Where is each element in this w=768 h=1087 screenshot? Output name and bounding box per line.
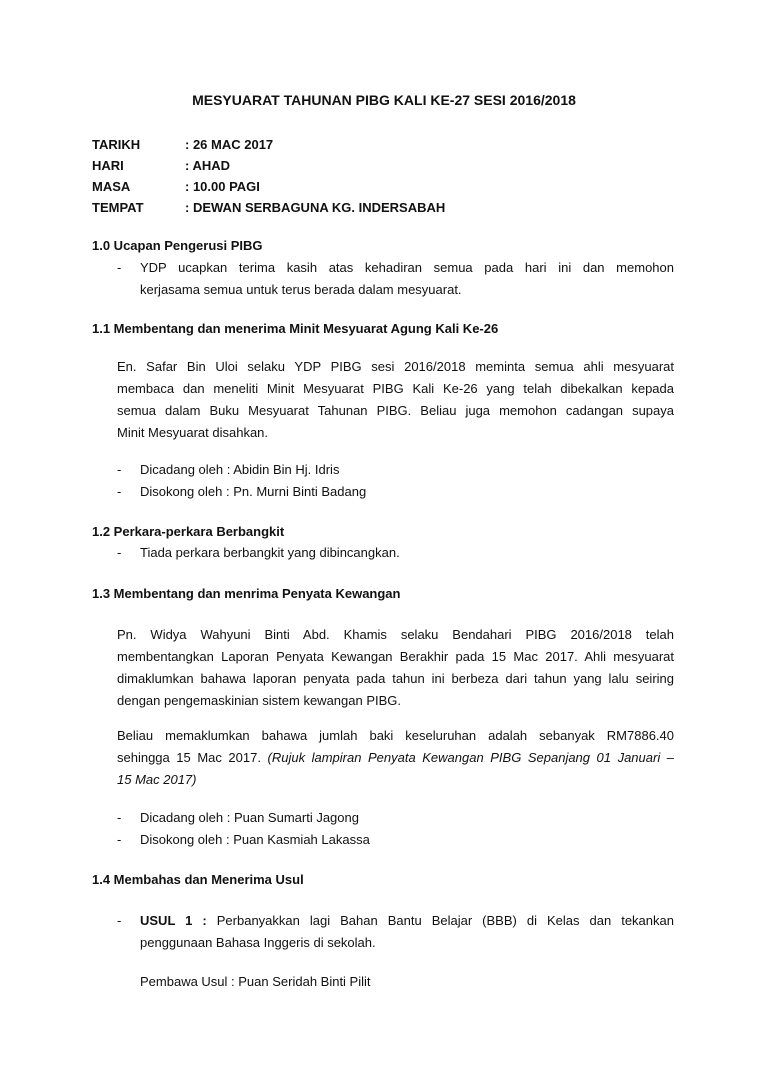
pembawa-usul: Pembawa Usul : Puan Seridah Binti Pilit [140,974,371,989]
section-heading-1-0: 1.0 Ucapan Pengerusi PIBG [92,238,263,253]
bullet-dash: - [117,462,122,477]
paragraph-line: Minit Mesyuarat disahkan. [117,425,269,440]
meta-value-tarikh: : 26 MAC 2017 [185,137,274,152]
meta-value-hari: : AHAD [185,158,231,173]
paragraph-line: En. Safar Bin Uloi selaku YDP PIBG sesi 2016/2018 meminta semua ahli mesyuarat [117,359,674,374]
section-heading-1-3: 1.3 Membentang dan menrima Penyata Kewangan [92,586,401,601]
paragraph-line: dimaklumkan bahawa laporan penyata pada tahun ini berbeza dari tahun yang lalu seiring [117,671,674,686]
section-heading-1-1: 1.1 Membentang dan menerima Minit Mesyuarat Agung Kali Ke-26 [92,321,499,336]
bullet-dash: - [117,545,122,560]
paragraph-line: membentangkan Laporan Penyata Kewangan Berakhir pada 15 Mac 2017. Ahli mesyuarat [117,649,674,664]
meta-value-tempat: : DEWAN SERBAGUNA KG. INDERSABAH [185,200,446,215]
usul-text: Perbanyakkan lagi Bahan Bantu Belajar (BBB) di Kelas dan tekankan [216,913,674,928]
bullet-dash: - [117,832,122,847]
rujuk-lampiran-note: (Rujuk lampiran Penyata Kewangan PIBG Sepanjang 01 Januari – [267,750,674,765]
section-text: YDP ucapkan terima kasih atas kehadiran semua pada hari ini dan memohon [140,260,674,275]
paragraph-line: dengan pengemaskinian sistem kewangan PIBG. [117,693,402,708]
paragraph-fragment: sehingga 15 Mac 2017. [117,750,261,765]
bullet-dash: - [117,913,122,928]
dicadang-oleh: Dicadang oleh : Puan Sumarti Jagong [140,810,359,825]
paragraph-line: semua dalam Buku Mesyuarat Tahunan PIBG. Beliau juga memohon cadangan supaya [117,403,674,418]
paragraph-line: Pn. Widya Wahyuni Binti Abd. Khamis selaku Bendahari PIBG 2016/2018 telah [117,627,674,642]
paragraph-line: Beliau memaklumkan bahawa jumlah baki keseluruhan adalah sebanyak RM7886.40 [117,728,674,743]
usul-line [140,910,674,932]
bullet-dash: - [117,810,122,825]
dicadang-oleh: Dicadang oleh : Abidin Bin Hj. Idris [140,462,340,477]
bullet-text: Tiada perkara berbangkit yang dibincangkan. [140,545,400,560]
meta-label-tempat: TEMPAT [92,200,144,215]
usul-text: penggunaan Bahasa Inggeris di sekolah. [140,935,376,950]
paragraph-line: membaca dan meneliti Minit Mesyuarat PIBG Kali Ke-26 yang telah dibekalkan kepada [117,381,674,396]
meta-value-masa: : 10.00 PAGI [185,179,260,194]
disokong-oleh: Disokong oleh : Puan Kasmiah Lakassa [140,832,370,847]
section-text: kerjasama semua untuk terus berada dalam mesyuarat. [140,282,462,297]
page-title: MESYUARAT TAHUNAN PIBG KALI KE-27 SESI 2016/2018 [192,92,576,108]
bullet-dash: - [117,260,122,275]
disokong-oleh: Disokong oleh : Pn. Murni Binti Badang [140,484,367,499]
meta-label-tarikh: TARIKH [92,137,141,152]
section-heading-1-2: 1.2 Perkara-perkara Berbangkit [92,524,285,539]
usul-label: USUL 1 : [140,913,207,928]
rujuk-lampiran-note: 15 Mac 2017) [117,772,197,787]
section-heading-1-4: 1.4 Membahas dan Menerima Usul [92,872,304,887]
meta-label-hari: HARI [92,158,124,173]
paragraph-line [117,747,674,769]
bullet-dash: - [117,484,122,499]
meta-label-masa: MASA [92,179,131,194]
